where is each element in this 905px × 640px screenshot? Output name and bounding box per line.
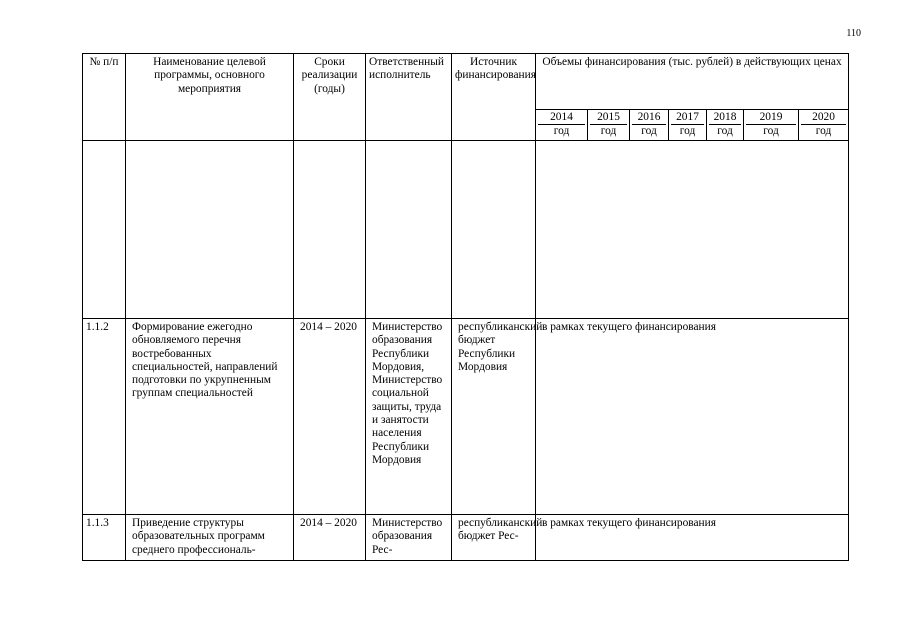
row-num: 1.1.3: [83, 515, 126, 561]
year-col-2020: [799, 110, 849, 141]
year-col-2018: [707, 110, 744, 141]
header-responsible: Ответственный исполнитель: [366, 54, 452, 141]
year-label: 2020: [801, 111, 846, 125]
year-label: 2019: [746, 111, 796, 125]
row-responsible: Министерство образования Республики Мордовия, Министерство социальной защиты, труда и занятости населения Республики Мордовия: [366, 319, 452, 515]
year-label: 2014: [538, 111, 585, 125]
header-num: № п/п: [83, 54, 126, 141]
header-term: Сроки реализации (годы): [294, 54, 366, 141]
header-source: Источник финансирования: [452, 54, 536, 141]
year-unit: год: [641, 125, 657, 138]
year-unit: год: [553, 125, 570, 138]
empty-cell: [366, 141, 452, 319]
year-col-2015: [588, 110, 630, 141]
empty-cell: [83, 141, 126, 319]
year-unit: год: [679, 125, 696, 138]
year-col-2014: [536, 110, 588, 141]
header-name: Наименование целевой программы, основного мероприятия: [126, 54, 294, 141]
header-row: [83, 54, 849, 110]
empty-cell: [536, 141, 849, 319]
row-funding: в рамках текущего финансирования: [536, 319, 849, 515]
row-name: Формирование ежегодно обновляемого перечня востребованных специальностей, направлений подготовки по укрупненным группам специальностей: [126, 319, 294, 515]
row-num: 1.1.2: [83, 319, 126, 515]
row-term: 2014 – 2020: [294, 319, 366, 515]
year-unit: год: [763, 125, 779, 138]
year-col-2019: [744, 110, 799, 141]
year-label: 2018: [709, 111, 741, 125]
empty-cell: [126, 141, 294, 319]
header-funding: Объемы финансирования (тыс. рублей) в действующих ценах: [536, 54, 849, 110]
year-unit: год: [815, 125, 832, 138]
year-unit: год: [600, 125, 617, 138]
year-col-2017: [669, 110, 707, 141]
funding-table: [82, 53, 849, 561]
row-source: республиканский бюджет Республики Мордовия: [452, 319, 536, 515]
year-label: 2017: [671, 111, 704, 125]
table-row: [83, 515, 849, 561]
row-source: республиканский бюджет Рес-: [452, 515, 536, 561]
year-unit: год: [717, 125, 733, 138]
empty-cell: [452, 141, 536, 319]
table-row-empty: [83, 141, 849, 319]
row-term: 2014 – 2020: [294, 515, 366, 561]
row-name: Приведение структуры образовательных программ среднего профессиональ-: [126, 515, 294, 561]
row-funding: в рамках текущего финансирования: [536, 515, 849, 561]
year-label: 2015: [590, 111, 627, 125]
year-col-2016: [630, 110, 669, 141]
row-responsible: Министерство образования Рес-: [366, 515, 452, 561]
table-row: [83, 319, 849, 515]
empty-cell: [294, 141, 366, 319]
year-label: 2016: [632, 111, 666, 125]
page-number: 110: [846, 28, 861, 39]
